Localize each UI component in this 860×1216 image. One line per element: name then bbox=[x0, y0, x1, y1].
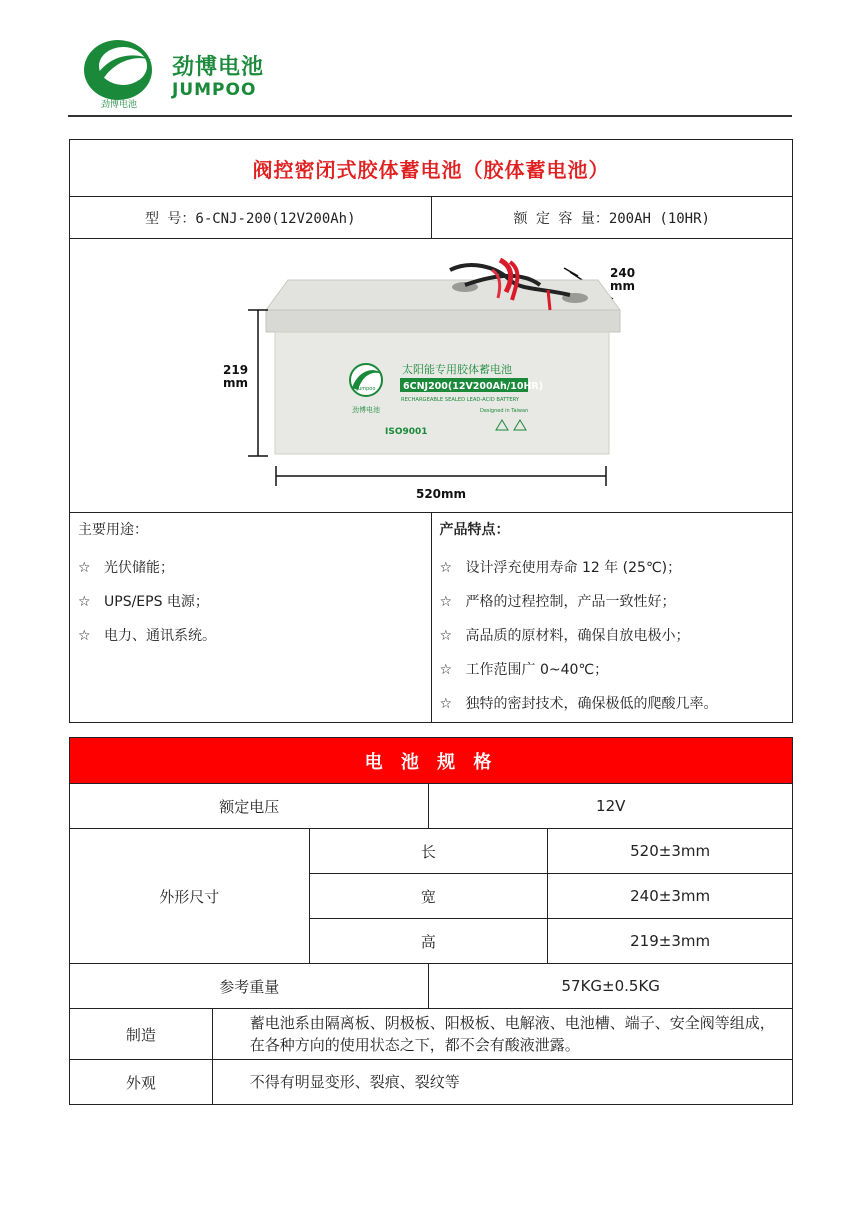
list-item: ☆ 电力、通讯系统。 bbox=[78, 619, 423, 653]
width-value: 240±3mm bbox=[548, 874, 793, 919]
header-divider bbox=[68, 115, 792, 117]
battery-image-cell bbox=[70, 239, 793, 513]
width-dimension-label: 240 bbox=[610, 265, 636, 280]
list-item: ☆ 光伏储能； bbox=[78, 551, 423, 585]
small-logo-text: 劲博电池 bbox=[352, 405, 380, 414]
battery-diagram bbox=[70, 240, 792, 512]
star-icon: ☆ bbox=[439, 628, 453, 644]
height-dimension-label: 219 bbox=[223, 362, 249, 377]
length-label: 长 bbox=[309, 829, 548, 874]
label-line-4: Designed in Taiwan bbox=[480, 407, 529, 414]
label-line-3: RECHARGEABLE SEALED LEAD-ACID BATTERY bbox=[401, 396, 520, 403]
specs-title: 电 池 规 格 bbox=[70, 738, 793, 784]
star-icon: ☆ bbox=[78, 560, 91, 576]
length-dimension-label: 520mm bbox=[415, 486, 467, 501]
length-value: 520±3mm bbox=[548, 829, 793, 874]
height-value: 219±3mm bbox=[548, 919, 793, 964]
list-item: ☆ 严格的过程控制，产品一致性好； bbox=[440, 585, 784, 619]
star-icon: ☆ bbox=[439, 662, 453, 678]
rated-voltage-label: 额定电压 bbox=[70, 784, 429, 829]
list-item: ☆ 设计浮充使用寿命 12 年 (25℃)； bbox=[440, 551, 784, 585]
width-label: 宽 bbox=[309, 874, 548, 919]
uses-heading: 主要用途： bbox=[78, 522, 148, 538]
rated-voltage-value: 12V bbox=[429, 784, 793, 829]
star-icon: ☆ bbox=[439, 594, 453, 610]
manufacture-label: 制造 bbox=[70, 1009, 213, 1060]
specs-table bbox=[69, 737, 793, 1105]
width-dimension-unit: mm bbox=[610, 278, 636, 293]
brand-name-cn: 劲博电池 bbox=[172, 55, 265, 80]
page-header bbox=[68, 30, 792, 116]
small-logo-sub: Jumpoo bbox=[356, 385, 376, 392]
height-label: 高 bbox=[309, 919, 548, 964]
label-line-1: 太阳能专用胶体蓄电池 bbox=[402, 362, 512, 376]
features-cell bbox=[431, 513, 792, 723]
product-table bbox=[69, 139, 793, 723]
uses-cell bbox=[70, 513, 432, 723]
iso-label: ISO9001 bbox=[385, 426, 428, 437]
star-icon: ☆ bbox=[78, 594, 91, 610]
star-icon: ☆ bbox=[439, 560, 453, 576]
capacity-cell: 额 定 容 量：200AH (10HR) bbox=[431, 197, 792, 239]
list-item: ☆ 工作范围广 0~40℃； bbox=[440, 653, 784, 687]
weight-label: 参考重量 bbox=[70, 964, 429, 1009]
features-heading: 产品特点： bbox=[439, 522, 510, 538]
brand-name-en: JUMPOO bbox=[172, 80, 257, 100]
appearance-value: 不得有明显变形、裂痕、裂纹等 bbox=[212, 1060, 792, 1105]
jumpoo-logo-icon bbox=[80, 36, 160, 110]
product-title: 阀控密闭式胶体蓄电池（胶体蓄电池） bbox=[70, 140, 793, 197]
logo-caption: 劲博电池 bbox=[100, 100, 138, 110]
star-icon: ☆ bbox=[439, 696, 453, 712]
list-item: ☆ 独特的密封技术，确保极低的爬酸几率。 bbox=[440, 687, 784, 721]
model-cell: 型 号：6-CNJ-200(12V200Ah) bbox=[70, 197, 432, 239]
appearance-label: 外观 bbox=[70, 1060, 213, 1105]
label-line-2: 6CNJ200(12V200Ah/10HR) bbox=[403, 380, 544, 392]
star-icon: ☆ bbox=[78, 628, 91, 644]
manufacture-value: 蓄电池系由隔离板、阴极板、阳极板、电解液、电池槽、端子、安全阀等组成，在各种方向的使用状态之下，都不会有酸液泄露。 bbox=[212, 1009, 792, 1060]
list-item: ☆ UPS/EPS 电源； bbox=[78, 585, 423, 619]
dimensions-label: 外形尺寸 bbox=[70, 829, 310, 964]
height-dimension-unit: mm bbox=[223, 375, 249, 390]
weight-value: 57KG±0.5KG bbox=[429, 964, 793, 1009]
list-item: ☆ 高品质的原材料，确保自放电极小； bbox=[440, 619, 784, 653]
